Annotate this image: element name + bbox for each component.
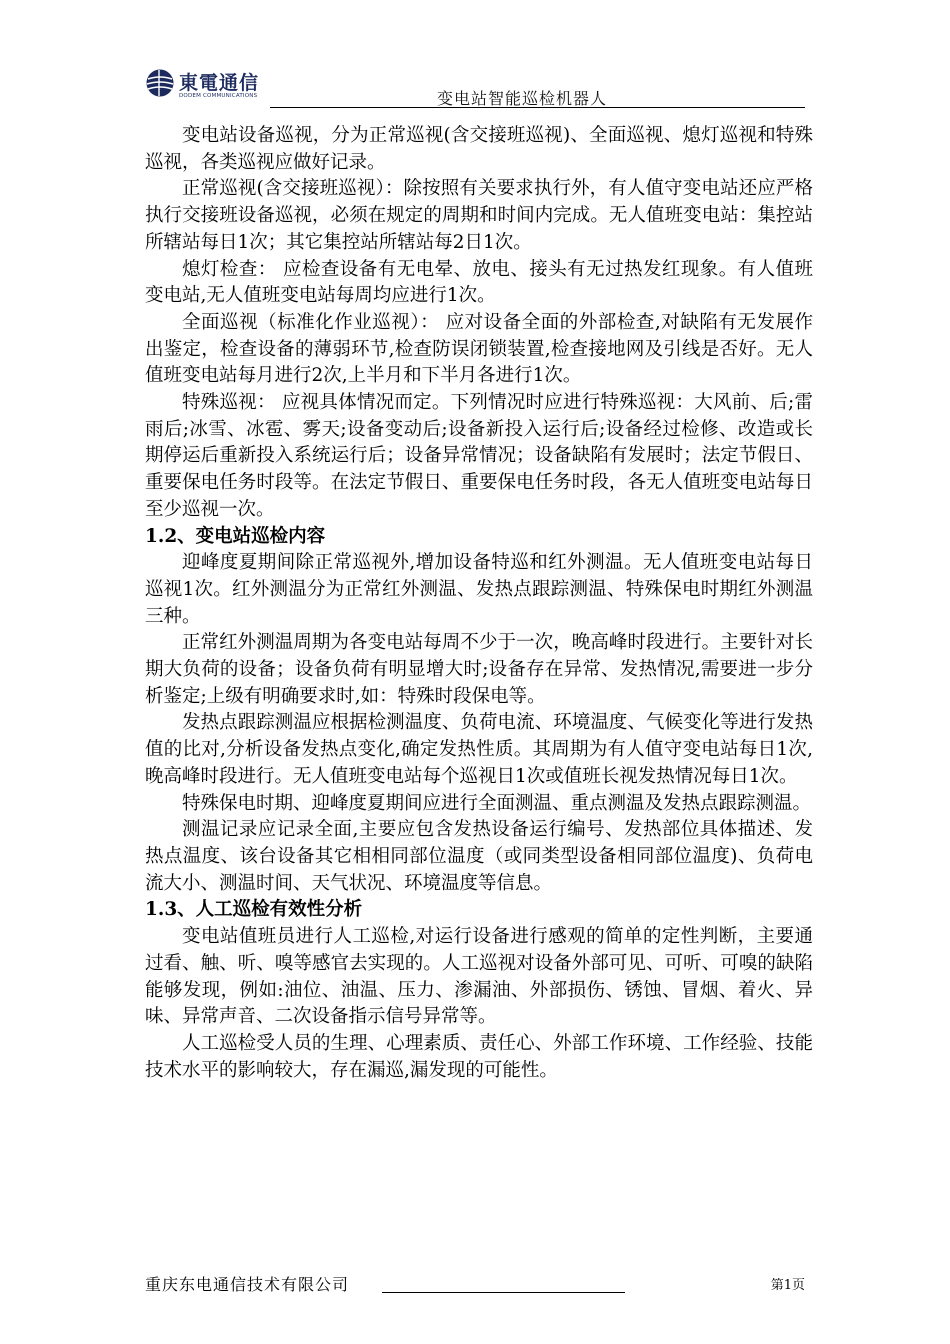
body-paragraph: 迎峰度夏期间除正常巡视外,增加设备特巡和红外测温。无人值班变电站每日巡视1次。红外测温分为正常红外测温、发热点跟踪测温、特殊保电时期红外测温三种。 [145,552,813,627]
globe-logo-icon [145,68,175,98]
document-body [145,123,813,1084]
body-paragraph: 特殊巡视： 应视具体情况而定。下列情况时应进行特殊巡视：大风前、后;雷雨后;冰雪、冰雹、雾天;设备变动后;设备新投入运行后;设备经过检修、改造或长期停运后重新投入系统运行后；设备异常情况；设备缺陷有发展时；法定节假日、重要保电任务时段等。在法定节假日、重要保电任务时段，各无人值班变电站每日至少巡视一次。 [145,392,813,520]
logo-text: 東電通信 [179,72,260,94]
body-paragraph: 正常红外测温周期为各变电站每周不少于一次，晚高峰时段进行。主要针对长期大负荷的设备；设备负荷有明显增大时;设备存在异常、发热情况,需要进一步分析鉴定;上级有明确要求时,如：特殊时段保电等。 [145,632,813,707]
page-number: 第1页 [770,1278,805,1293]
body-paragraph: 特殊保电时期、迎峰度夏期间应进行全面测温、重点测温及发热点跟踪测温。 [182,792,812,814]
body-paragraph: 熄灯检查： 应检查设备有无电晕、放电、接头有无过热发红现象。有人值班变电站,无人值班变电站每周均应进行1次。 [145,258,813,307]
footer-company-name: 重庆东电通信技术有限公司 [145,1275,350,1294]
body-paragraph: 发热点跟踪测温应根据检测温度、负荷电流、环境温度、气候变化等进行发热值的比对,分析设备发热点变化,确定发热性质。其周期为有人值守变电站每日1次,晚高峰时段进行。无人值班变电站每个巡视日1次或值班长视发热情况每日1次。 [145,712,813,787]
body-paragraph: 变电站设备巡视，分为正常巡视(含交接班巡视)、全面巡视、熄灯巡视和特殊巡视，各类巡视应做好记录。 [145,125,813,173]
body-paragraph: 人工巡检受人员的生理、心理素质、责任心、外部工作环境、工作经验、技能技术水平的影响较大，存在漏巡,漏发现的可能性。 [145,1032,813,1081]
page-header [145,66,805,110]
header-divider [270,107,805,108]
section-heading: 1.3、人工巡检有效性分析 [145,899,363,921]
logo-subtitle: DODEM COMMUNICATIONS [179,93,258,99]
body-paragraph: 变电站值班员进行人工巡检,对运行设备进行感观的简单的定性判断，主要通过看、触、听、嗅等感官去实现的。人工巡视对设备外部可见、可听、可嗅的缺陷能够发现，例如:油位、油温、压力、渗漏油、外部损伤、锈蚀、冒烟、着火、异味、异常声音、二次设备指示信号异常等。 [145,926,813,1028]
page-footer [145,1268,805,1292]
section-heading: 1.2、变电站巡检内容 [145,525,326,547]
body-paragraph: 正常巡视(含交接班巡视）：除按照有关要求执行外，有人值守变电站还应严格执行交接班设备巡视，必须在规定的周期和时间内完成。无人值班变电站：集控站所辖站每日1次；其它集控站所辖站每2日1次。 [145,178,813,253]
footer-divider [382,1292,625,1293]
body-paragraph: 测温记录应记录全面,主要应包含发热设备运行编号、发热部位具体描述、发热点温度、该台设备其它相相同部位温度（或同类型设备相同部位温度)、负荷电流大小、测温时间、天气状况、环境温度等信息。 [145,819,813,894]
header-title: 变电站智能巡检机器人 [437,89,608,108]
company-logo [145,66,265,106]
body-paragraph: 全面巡视（标准化作业巡视）： 应对设备全面的外部检查,对缺陷有无发展作出鉴定，检查设备的薄弱环节,检查防误闭锁装置,检查接地网及引线是否好。无人值班变电站每月进行2次,上半月和下半月各进行1次。 [145,311,813,387]
